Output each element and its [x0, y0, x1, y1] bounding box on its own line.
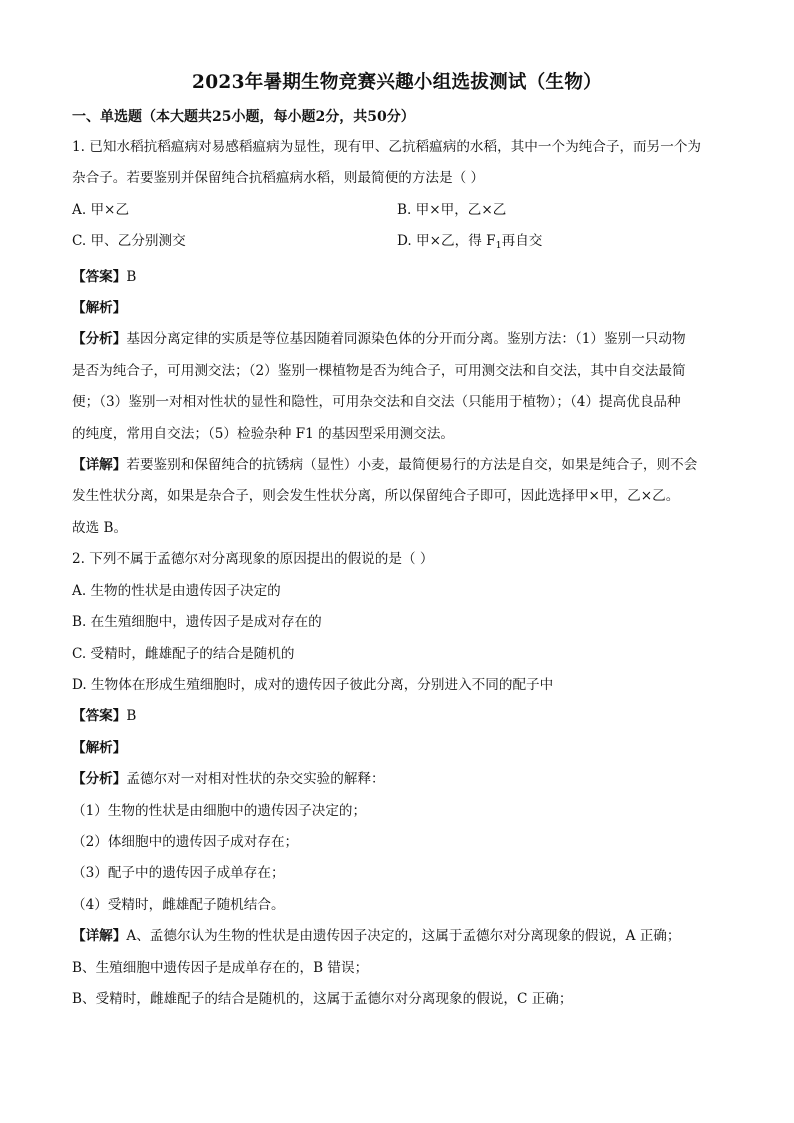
q2-detail-line-1 [72, 921, 722, 952]
q2-point-2: （2）体细胞中的遗传因子成对存在； [72, 833, 299, 850]
q2-point-4: （4）受精时，雌雄配子随机结合。 [72, 896, 285, 913]
q1-analysis-line-1 [72, 324, 722, 355]
q1-option-d-suffix: 再自交 [501, 233, 543, 250]
q2-stem: 2. 下列不属于孟德尔对分离现象的原因提出的假说的是（ ） [72, 551, 434, 568]
q2-point-3: （3）配子中的遗传因子成单存在； [72, 865, 285, 882]
q2-detail-text-1: A、孟德尔认为生物的性状是由遗传因子决定的，这属于孟德尔对分离现象的假说，A 正确； [126, 928, 681, 945]
analysis-header-tag: 【解析】 [72, 300, 127, 317]
q1-option-d-subscript: 1 [495, 240, 502, 252]
answer-tag: 【答案】 [72, 268, 127, 285]
q2-detail-line-2: B、生殖细胞中遗传因子是成单存在的，B 错误； [72, 959, 369, 976]
q1-stem-line-2: 杂合子。若要鉴别并保留纯合抗稻瘟病水稻，则最简便的方法是（ ） [72, 170, 485, 187]
q1-detail-line-2: 发生性状分离，如果是杂合子，则会发生性状分离，所以保留纯合子即可，因此选择甲×甲，乙×乙。 [72, 488, 680, 505]
answer-tag: 【答案】 [72, 708, 127, 725]
q2-option-d: D. 生物体在形成生殖细胞时，成对的遗传因子彼此分离，分别进入不同的配子中 [72, 676, 554, 693]
detail-tag: 【详解】 [72, 928, 127, 945]
document-page [72, 66, 722, 1015]
q1-analysis-text-1: 基因分离定律的实质是等位基因随着同源染色体的分开而分离。鉴别方法：（1）鉴别一只动物 [126, 331, 686, 348]
q1-analysis-line-2: 是否为纯合子，可用测交法；（2）鉴别一棵植物是否为纯合子，可用测交法和自交法，其中自交法最简 [72, 362, 686, 379]
section-heading: 一、单选题（本大题共25小题，每小题2分，共50分） [72, 109, 415, 125]
detail-tag: 【详解】 [72, 457, 127, 474]
q2-answer [72, 701, 722, 732]
q1-option-d [397, 226, 722, 261]
q1-option-a: A. 甲×乙 [72, 201, 130, 218]
q1-conclusion: 故选 B。 [72, 519, 128, 536]
q1-answer [72, 262, 722, 293]
q2-option-c: C. 受精时，雌雄配子的结合是随机的 [72, 645, 295, 662]
q2-answer-value: B [126, 708, 137, 725]
analysis-header-tag: 【解析】 [72, 739, 127, 756]
page-title: 2023年暑期生物竞赛兴趣小组选拔测试（生物） [192, 72, 602, 93]
q1-option-d-prefix: D. 甲×乙，得 F [397, 233, 496, 250]
q2-option-b: B. 在生殖细胞中，遗传因子是成对存在的 [72, 614, 322, 631]
q2-analysis-intro-text: 孟德尔对一对相对性状的杂交实验的解释： [126, 771, 385, 788]
q1-analysis-line-3: 便；（3）鉴别一对相对性状的显性和隐性，可用杂交法和自交法（只能用于植物）；（4）提高优良品种 [72, 394, 681, 411]
q2-analysis-intro [72, 764, 722, 795]
q1-analysis-line-4: 的纯度，常用自交法；（5）检验杂种 F1 的基因型采用测交法。 [72, 425, 455, 442]
q1-detail-text-1: 若要鉴别和保留纯合的抗锈病（显性）小麦，最简便易行的方法是自交，如果是纯合子，则不会 [126, 457, 698, 474]
q2-option-a: A. 生物的性状是由遗传因子决定的 [72, 582, 281, 599]
q1-stem-line-1: 1. 已知水稻抗稻瘟病对易感稻瘟病为显性，现有甲、乙抗稻瘟病的水稻，其中一个为纯合子，而另一个为 [72, 139, 702, 155]
q1-option-c: C. 甲、乙分别测交 [72, 233, 186, 250]
q1-detail-line-1 [72, 450, 722, 481]
q2-detail-line-3: B、受精时，雌雄配子的结合是随机的，这属于孟德尔对分离现象的假说，C 正确； [72, 990, 573, 1007]
analysis-tag: 【分析】 [72, 331, 127, 348]
q2-point-1: （1）生物的性状是由细胞中的遗传因子决定的； [72, 802, 367, 819]
q1-options-row-1 [72, 195, 722, 226]
q2-analysis-header [72, 733, 722, 764]
q1-options-row-2 [72, 226, 722, 261]
q1-option-b: B. 甲×甲，乙×乙 [397, 201, 507, 218]
analysis-tag: 【分析】 [72, 771, 127, 788]
q1-analysis-header [72, 293, 722, 324]
q1-answer-value: B [126, 268, 137, 285]
